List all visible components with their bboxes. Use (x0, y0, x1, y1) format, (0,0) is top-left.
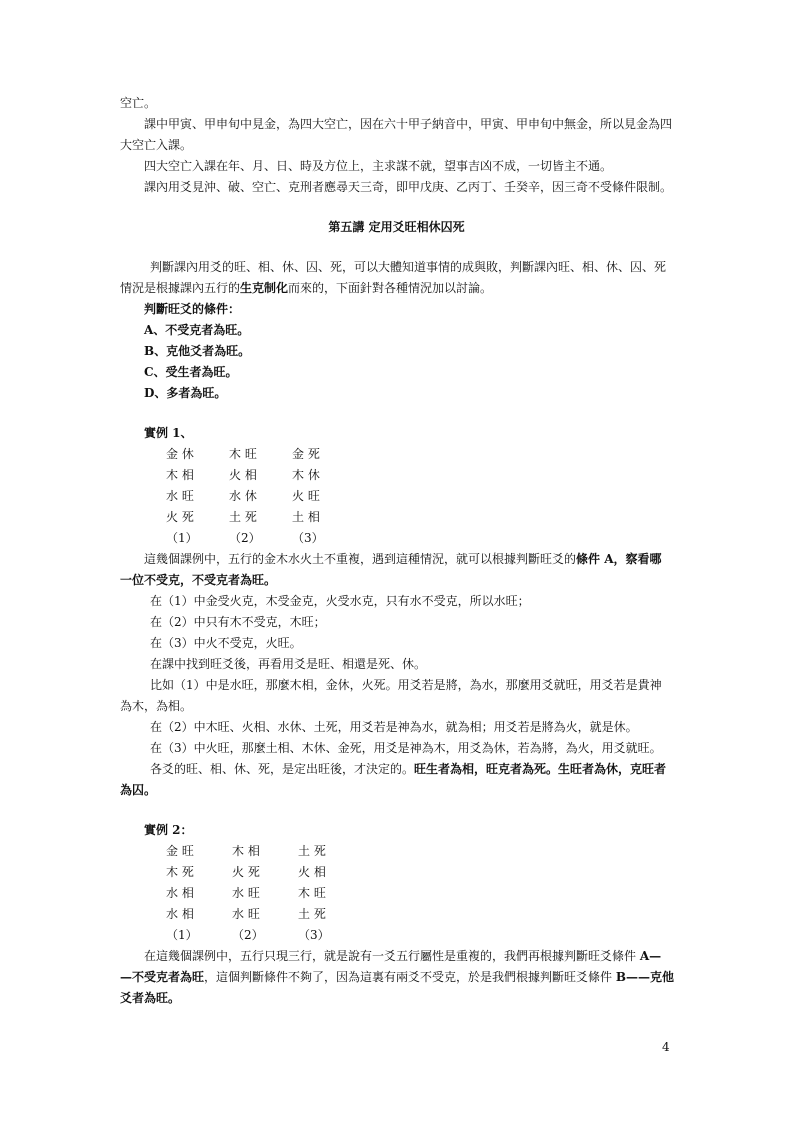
example1-table: 金 休 木 旺 金 死 木 相 火 相 木 休 水 旺 水 休 火 旺 火 死 土 死 土 相 （1） （2） （3） (166, 447, 324, 545)
example2-text: 爻者為旺。 (120, 991, 181, 1005)
example2-text: 在這幾個課例中，五行只現三行，就是說有一爻五行屬性是重複的，我們再根據判斷旺爻條件 A— (144, 949, 662, 963)
example1-text: 為木，為相。 (120, 699, 193, 713)
condition-a: A、不受克者為旺。 (144, 323, 250, 337)
page-number: 4 (662, 1040, 670, 1054)
example2-text: —不受克者為旺，這個判斷條件不夠了，因為這裏有兩爻不受克，於是我們根據判斷旺爻條件 B——克他 (120, 970, 674, 984)
example1-text: 在課中找到旺爻後，再看用爻是旺、相還是死、休。 (150, 657, 427, 671)
example2-table: 金 旺 木 相 土 死 木 死 火 死 火 相 水 相 水 旺 木 旺 水 相 水 旺 土 死 （1） （2） （3） (166, 844, 330, 942)
text-line: 四大空亡入課在年、月、日、時及方位上，主求謀不就，望事吉凶不成，一切皆主不通。 (144, 159, 613, 173)
text-line: 大空亡入課。 (120, 138, 193, 152)
example1-text: 在（2）中木旺、火相、水休、土死，用爻若是神為水，就為相；用爻若是將為火，就是休。 (150, 720, 638, 734)
example1-text: 在（3）中火不受克，火旺。 (150, 636, 302, 650)
intro-line: 情況是根據課內五行的生克制化而來的，下面針對各種情況加以討論。 (120, 281, 493, 295)
text-line: 課內用爻見沖、破、空亡、克刑者應尋天三奇，即甲戊庚、乙丙丁、壬癸辛，因三奇不受條件限制。 (144, 180, 673, 194)
text-line: 課中甲寅、甲申旬中見金，為四大空亡，因在六十甲子納音中，甲寅、甲申旬中無金，所以見金為四 (144, 117, 673, 131)
example1-text: 為囚。 (120, 783, 157, 797)
body-text (120, 93, 673, 1009)
example2-heading: 實例 2： (144, 823, 193, 837)
text-line: 空亡。 (120, 96, 157, 110)
example1-text: 比如（1）中是水旺，那麼木相，金休，火死。用爻若是將，為水，那麼用爻就旺，用爻若是貴神 (150, 678, 662, 692)
intro-line: 判斷課內用爻的旺、相、休、囚、死，可以大體知道事情的成與敗，判斷課內旺、相、休、囚、死 (150, 260, 667, 274)
conditions-heading: 判斷旺爻的條件： (144, 302, 241, 316)
example1-text: 在（3）中火旺，那麼土相、木休、金死，用爻是神為木，用爻為休，若為將，為火，用爻就旺。 (150, 741, 662, 755)
condition-b: B、克他爻者為旺。 (144, 344, 251, 358)
example1-text: 這幾個課例中，五行的金木水火土不重複，遇到這種情況，就可以根據判斷旺爻的條件 A，察看哪 (144, 552, 662, 566)
condition-d: D、多者為旺。 (144, 386, 227, 400)
example1-text: 一位不受克，不受克者為旺。 (120, 573, 277, 587)
example1-text: 各爻的旺、相、休、死，是定出旺後，才決定的。旺生者為相，旺克者為死。生旺者為休，克旺者 (150, 762, 667, 776)
example1-text: 在（2）中只有木不受克，木旺； (150, 615, 326, 629)
condition-c: C、受生者為旺。 (144, 365, 238, 379)
example1-text: 在（1）中金受火克，木受金克，火受水克，只有水不受克，所以水旺； (150, 594, 530, 608)
section-title: 第五講 定用爻旺相休囚死 (328, 220, 465, 234)
example1-heading: 實例 1、 (144, 426, 193, 440)
